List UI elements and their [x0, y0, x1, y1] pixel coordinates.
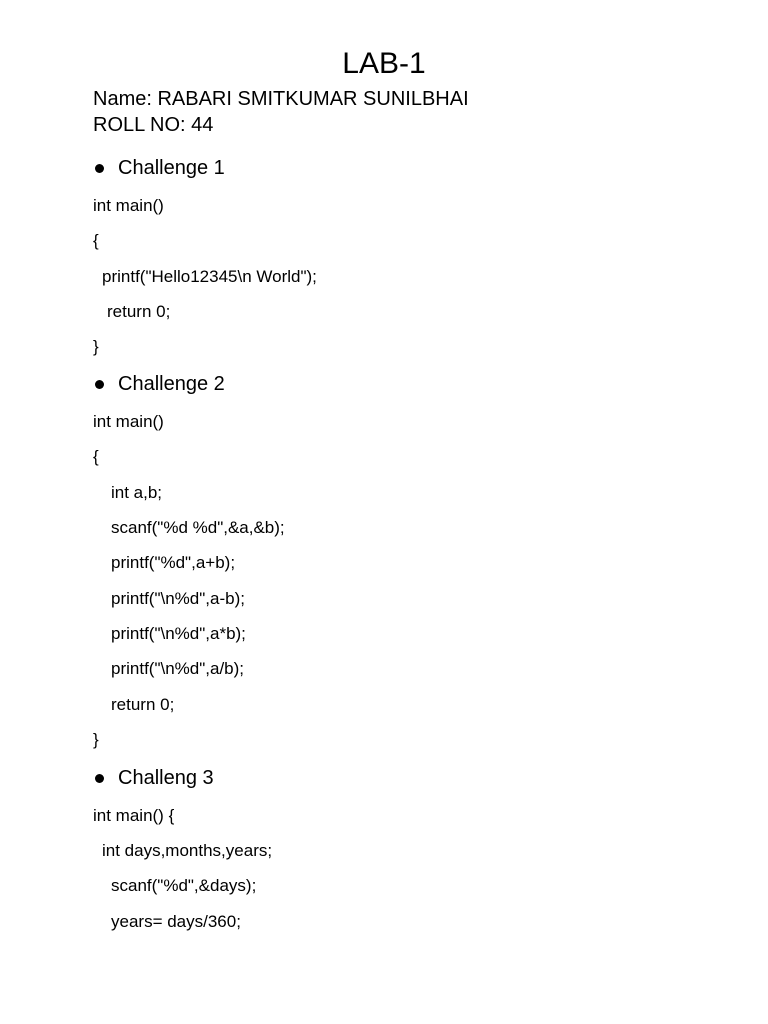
bullet-icon [95, 380, 104, 389]
code-line: return 0; [107, 302, 171, 321]
code-line: scanf("%d %d",&a,&b); [111, 518, 285, 537]
challenge-3-title: Challeng 3 [118, 767, 214, 789]
bullet-icon [95, 164, 104, 173]
code-line: return 0; [111, 695, 175, 714]
challenge-2-heading [93, 370, 225, 398]
roll-number: ROLL NO: 44 [93, 114, 214, 136]
challenge-1-heading [93, 154, 225, 182]
code-line: int days,months,years; [102, 841, 273, 860]
code-line: years= days/360; [111, 912, 241, 931]
code-line: { [93, 447, 99, 466]
challenge-3-heading [93, 764, 214, 792]
student-name: Name: RABARI SMITKUMAR SUNILBHAI [93, 88, 469, 110]
code-line: printf("%d",a+b); [111, 553, 236, 572]
code-line: printf("\n%d",a-b); [111, 589, 245, 608]
code-line: int main() [93, 196, 164, 215]
code-line: printf("\n%d",a/b); [111, 659, 245, 678]
code-line: int main() { [93, 806, 175, 825]
code-line: { [93, 231, 99, 250]
code-line: scanf("%d",&days); [111, 876, 257, 895]
code-line: int main() [93, 412, 164, 431]
challenge-1-title: Challenge 1 [118, 157, 225, 179]
bullet-icon [95, 774, 104, 783]
document-title: LAB-1 [342, 47, 426, 80]
code-line: printf("Hello12345\n World"); [102, 267, 317, 286]
code-line: } [93, 730, 99, 749]
code-line: int a,b; [111, 483, 163, 502]
challenge-2-title: Challenge 2 [118, 373, 225, 395]
code-line: } [93, 337, 99, 356]
code-line: printf("\n%d",a*b); [111, 624, 246, 643]
